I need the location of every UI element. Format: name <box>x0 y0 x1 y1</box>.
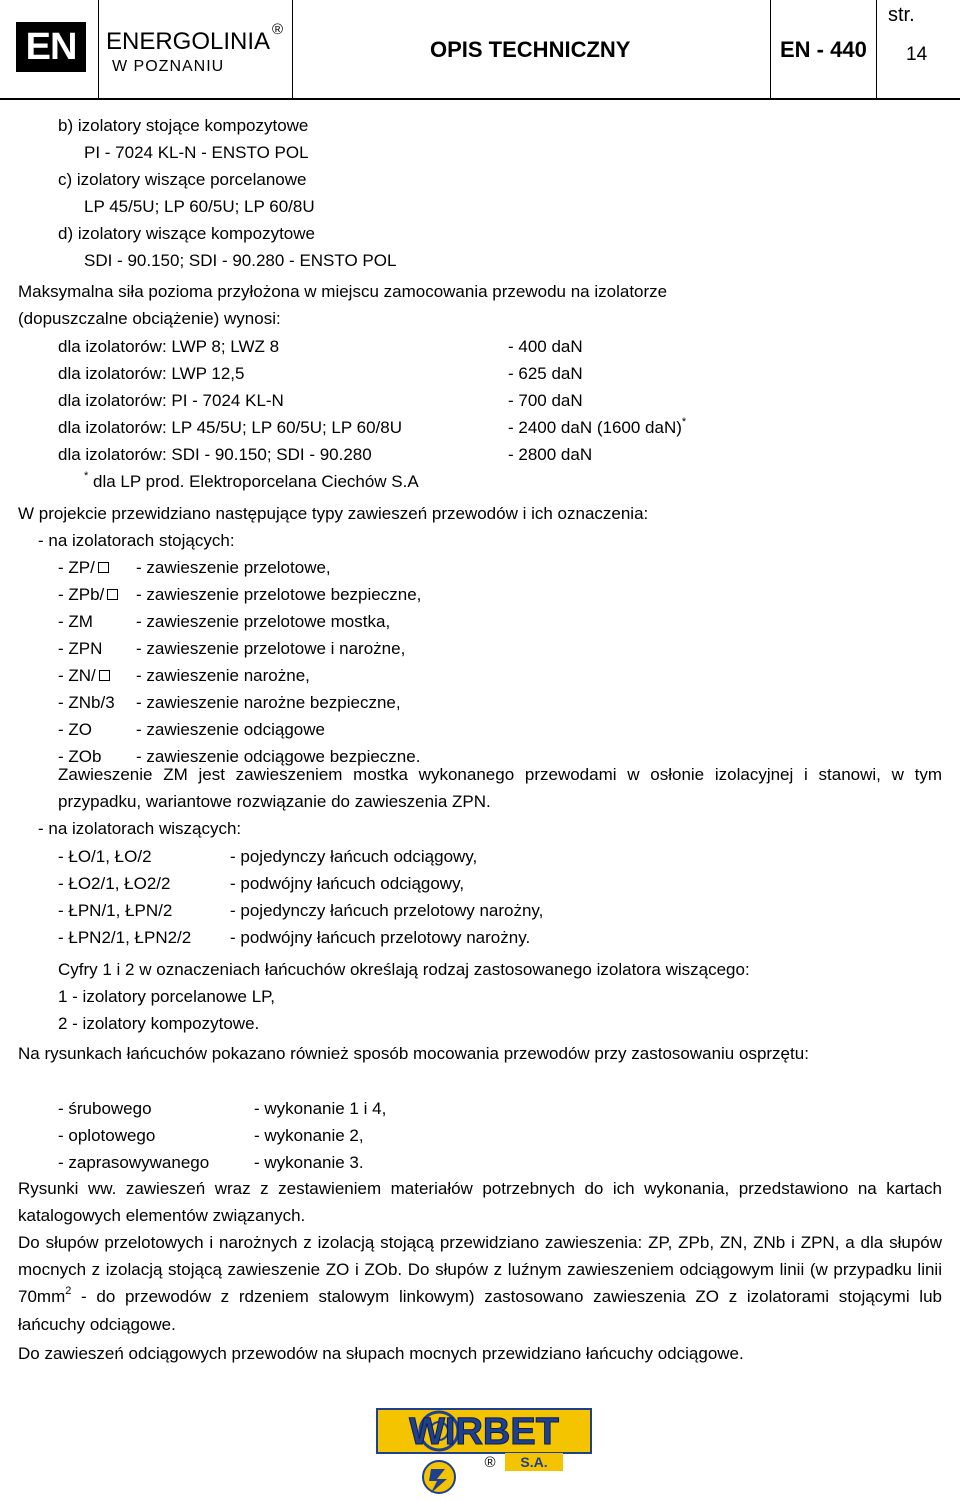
digits-note-1: 1 - izolatory porcelanowe LP, <box>58 987 276 1006</box>
document-code: EN - 440 <box>780 37 867 62</box>
list-item-c: c) izolatory wiszące porcelanowe <box>58 170 307 189</box>
chain-desc: - podwójny łańcuch odciągowy, <box>230 874 465 893</box>
max-force-intro-cont: (dopuszczalne obciążenie) wynosi: <box>18 309 281 328</box>
header-divider <box>98 0 99 98</box>
load-value: - 2400 daN (1600 daN)* <box>508 416 687 437</box>
load-label: dla izolatorów: LWP 8; LWZ 8 <box>58 337 280 356</box>
page-header <box>0 0 960 100</box>
max-force-intro: Maksymalna siła pozioma przyłożona w miejscu zamocowania przewodu na izolatorze <box>18 282 668 301</box>
suspension-code: - ZN/ <box>58 665 110 687</box>
chain-code: - ŁO/1, ŁO/2 <box>58 847 152 866</box>
fitting-variant: - wykonanie 2, <box>254 1126 364 1145</box>
load-label: dla izolatorów: SDI - 90.150; SDI - 90.280 <box>58 445 372 464</box>
fitting-type: - oplotowego <box>58 1126 156 1145</box>
fitting-type: - śrubowego <box>58 1099 152 1118</box>
suspension-desc: - zawieszenie narożne, <box>136 666 310 685</box>
chain-desc: - podwójny łańcuch przelotowy narożny. <box>230 928 531 947</box>
suspension-desc: - zawieszenie przelotowe bezpieczne, <box>136 585 422 604</box>
en-badge: EN <box>16 22 86 72</box>
suspensions-intro: W projekcie przewidziano następujące typy zawieszeń przewodów i ich oznaczenia: <box>18 504 649 523</box>
suspension-desc: - zawieszenie przelotowe, <box>136 558 331 577</box>
header-divider <box>876 0 877 98</box>
load-value: - 400 daN <box>508 337 583 356</box>
drawings-note: Na rysunkach łańcuchów pokazano również sposób mocowania przewodów przy zastosowaniu osprzętu: <box>18 1044 809 1063</box>
hanging-heading: - na izolatorach wiszących: <box>38 819 242 838</box>
drawings-paragraph: Rysunki ww. zawieszeń wraz z zestawieniem materiałów potrzebnych do ich wykonania, przedstawiono na kartach katalogowych elementów związanych. <box>18 1179 942 1226</box>
suspension-code: - ZOb <box>58 747 102 766</box>
list-item-c-detail: LP 45/5U; LP 60/5U; LP 60/8U <box>84 197 315 216</box>
document-title: OPIS TECHNICZNY <box>430 37 631 62</box>
suspension-desc: - zawieszenie przelotowe i narożne, <box>136 639 406 658</box>
poles-paragraph: Do słupów przelotowych i narożnych z izolacją stojącą przewidziano zawieszenia: ZP, ZPb, ZN, ZNb i ZPN, a dla słupów mocnych z izolacją stojącą zawieszenie ZO i ZOb. Do słupów z luźnym zawieszeniem odciągowym linii (w przypadku linii $70mm^2$ - do przewodów z rdzeniem stalowym linkowym) zastosowano zawieszenia ZO z izolatorami stojącymi lub łańcuchy odciągowe. <box>18 1233 942 1334</box>
footnote: * dla LP prod. Elektroporcelana Ciechów S.A <box>84 470 419 491</box>
wirbet-logo <box>373 1405 595 1499</box>
load-value: - 625 daN <box>508 364 583 383</box>
last-line: Do zawieszeń odciągowych przewodów na słupach mocnych przewidziano łańcuchy odciągowe. <box>18 1344 744 1363</box>
suspension-code: - ZPN <box>58 639 103 658</box>
chain-code: - ŁPN2/1, ŁPN2/2 <box>58 928 192 947</box>
suspension-code: - ZO <box>58 720 92 739</box>
list-item-b-detail: PI - 7024 KL-N - ENSTO POL <box>84 143 309 162</box>
svg-text:WIRBET: WIRBET <box>409 1411 559 1453</box>
suspension-desc: - zawieszenie narożne bezpieczne, <box>136 693 401 712</box>
list-item-d-detail: SDI - 90.150; SDI - 90.280 - ENSTO POL <box>84 251 397 270</box>
brand-city: W POZNANIU <box>112 58 225 75</box>
fitting-variant: - wykonanie 1 i 4, <box>254 1099 387 1118</box>
svg-text:®: ® <box>484 1454 496 1471</box>
zm-note: Zawieszenie ZM jest zawieszeniem mostka wykonanego przewodami w osłonie izolacyjnej i stanowi, w tym przypadku, wariantowe rozwiązanie do zawieszenia ZPN. <box>58 765 942 812</box>
suspension-desc: - zawieszenie odciągowe bezpieczne. <box>136 747 421 766</box>
suspension-desc: - zawieszenie odciągowe <box>136 720 325 739</box>
suspension-code: - ZM <box>58 612 93 631</box>
load-label: dla izolatorów: PI - 7024 KL-N <box>58 391 284 410</box>
load-value: - 700 daN <box>508 391 583 410</box>
digits-note: Cyfry 1 i 2 w oznaczeniach łańcuchów określają rodzaj zastosowanego izolatora wiszącego: <box>58 960 750 979</box>
fitting-type: - zaprasowywanego <box>58 1153 210 1172</box>
digits-note-2: 2 - izolatory kompozytowe. <box>58 1014 260 1033</box>
page-number: 14 <box>906 44 928 65</box>
brand-name: ENERGOLINIA ® <box>106 21 284 55</box>
header-divider <box>292 0 293 98</box>
suspension-code: - ZNb/3 <box>58 693 115 712</box>
chain-code: - ŁO2/1, ŁO2/2 <box>58 874 171 893</box>
suspension-code: - ZP/ <box>58 557 109 579</box>
list-item-d: d) izolatory wiszące kompozytowe <box>58 224 315 243</box>
suspension-desc: - zawieszenie przelotowe mostka, <box>136 612 391 631</box>
header-divider <box>770 0 771 98</box>
chain-desc: - pojedynczy łańcuch odciągowy, <box>230 847 478 866</box>
load-label: dla izolatorów: LWP 12,5 <box>58 364 245 383</box>
footnote-marker: * <box>681 416 687 428</box>
placeholder-box-icon <box>107 589 118 600</box>
svg-text:S.A.: S.A. <box>520 1454 548 1470</box>
page-label: str. <box>888 4 915 26</box>
fitting-variant: - wykonanie 3. <box>254 1153 364 1172</box>
standing-heading: - na izolatorach stojących: <box>38 531 235 550</box>
chain-code: - ŁPN/1, ŁPN/2 <box>58 901 173 920</box>
placeholder-box-icon <box>98 562 109 573</box>
suspension-code: - ZPb/ <box>58 584 118 606</box>
list-item-b: b) izolatory stojące kompozytowe <box>58 116 309 135</box>
load-value: - 2800 daN <box>508 445 593 464</box>
placeholder-box-icon <box>99 670 110 681</box>
load-label: dla izolatorów: LP 45/5U; LP 60/5U; LP 60/8U <box>58 418 403 437</box>
chain-desc: - pojedynczy łańcuch przelotowy narożny, <box>230 901 544 920</box>
